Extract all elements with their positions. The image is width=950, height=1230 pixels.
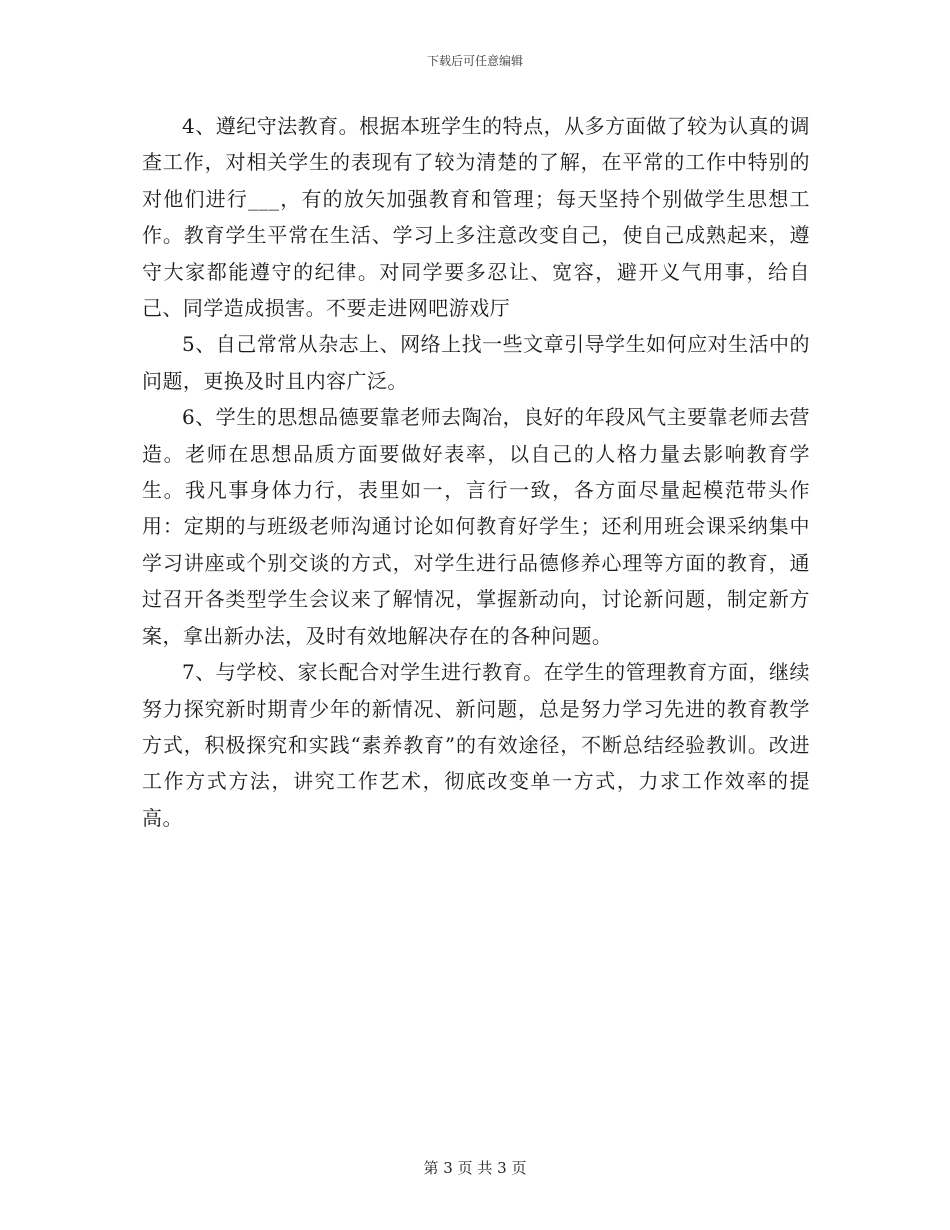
document-body — [142, 108, 810, 836]
paragraph-item-4: 4、遵纪守法教育。根据本班学生的特点，从多方面做了较为认真的调查工作，对相关学生的表现有了较为清楚的了解，在平常的工作中特别的对他们进行___，有的放矢加强教育和管理；每天坚持个别做学生思想工作。教育学生平常在生活、学习上多注意改变自己，使自己成熟起来，遵守大家都能遵守的纪律。对同学要多忍让、宽容，避开义气用事，给自己、同学造成损害。不要走进网吧游戏厅 — [142, 114, 810, 321]
paragraph-item-6: 6、学生的思想品德要靠老师去陶冶，良好的年段风气主要靠老师去营造。老师在思想品质方面要做好表率，以自己的人格力量去影响教育学生。我凡事身体力行，表里如一，言行一致，各方面尽量起模范带头作用：定期的与班级老师沟通讨论如何教育好学生；还利用班会课采纳集中学习讲座或个别交谈的方式，对学生进行品德修养心理等方面的教育，通过召开各类型学生会议来了解情况，掌握新动向，讨论新问题，制定新方案，拿出新办法，及时有效地解决存在的各种问题。 — [142, 405, 810, 648]
paragraph-item-5: 5、自己常常从杂志上、网络上找一些文章引导学生如何应对生活中的问题，更换及时且内容广泛。 — [142, 332, 810, 393]
page-number-footer: 第 3 页 共 3 页 — [423, 1159, 527, 1177]
paragraph-item-7: 7、与学校、家长配合对学生进行教育。在学生的管理教育方面，继续努力探究新时期青少年的新情况、新问题，总是努力学习先进的教育教学方式，积极探究和实践“素养教育”的有效途径，不断总结经验教训。改进工作方式方法，讲究工作艺术，彻底改变单一方式，力求工作效率的提高。 — [142, 660, 810, 830]
page-header-note: 下载后可任意编辑 — [426, 54, 523, 68]
